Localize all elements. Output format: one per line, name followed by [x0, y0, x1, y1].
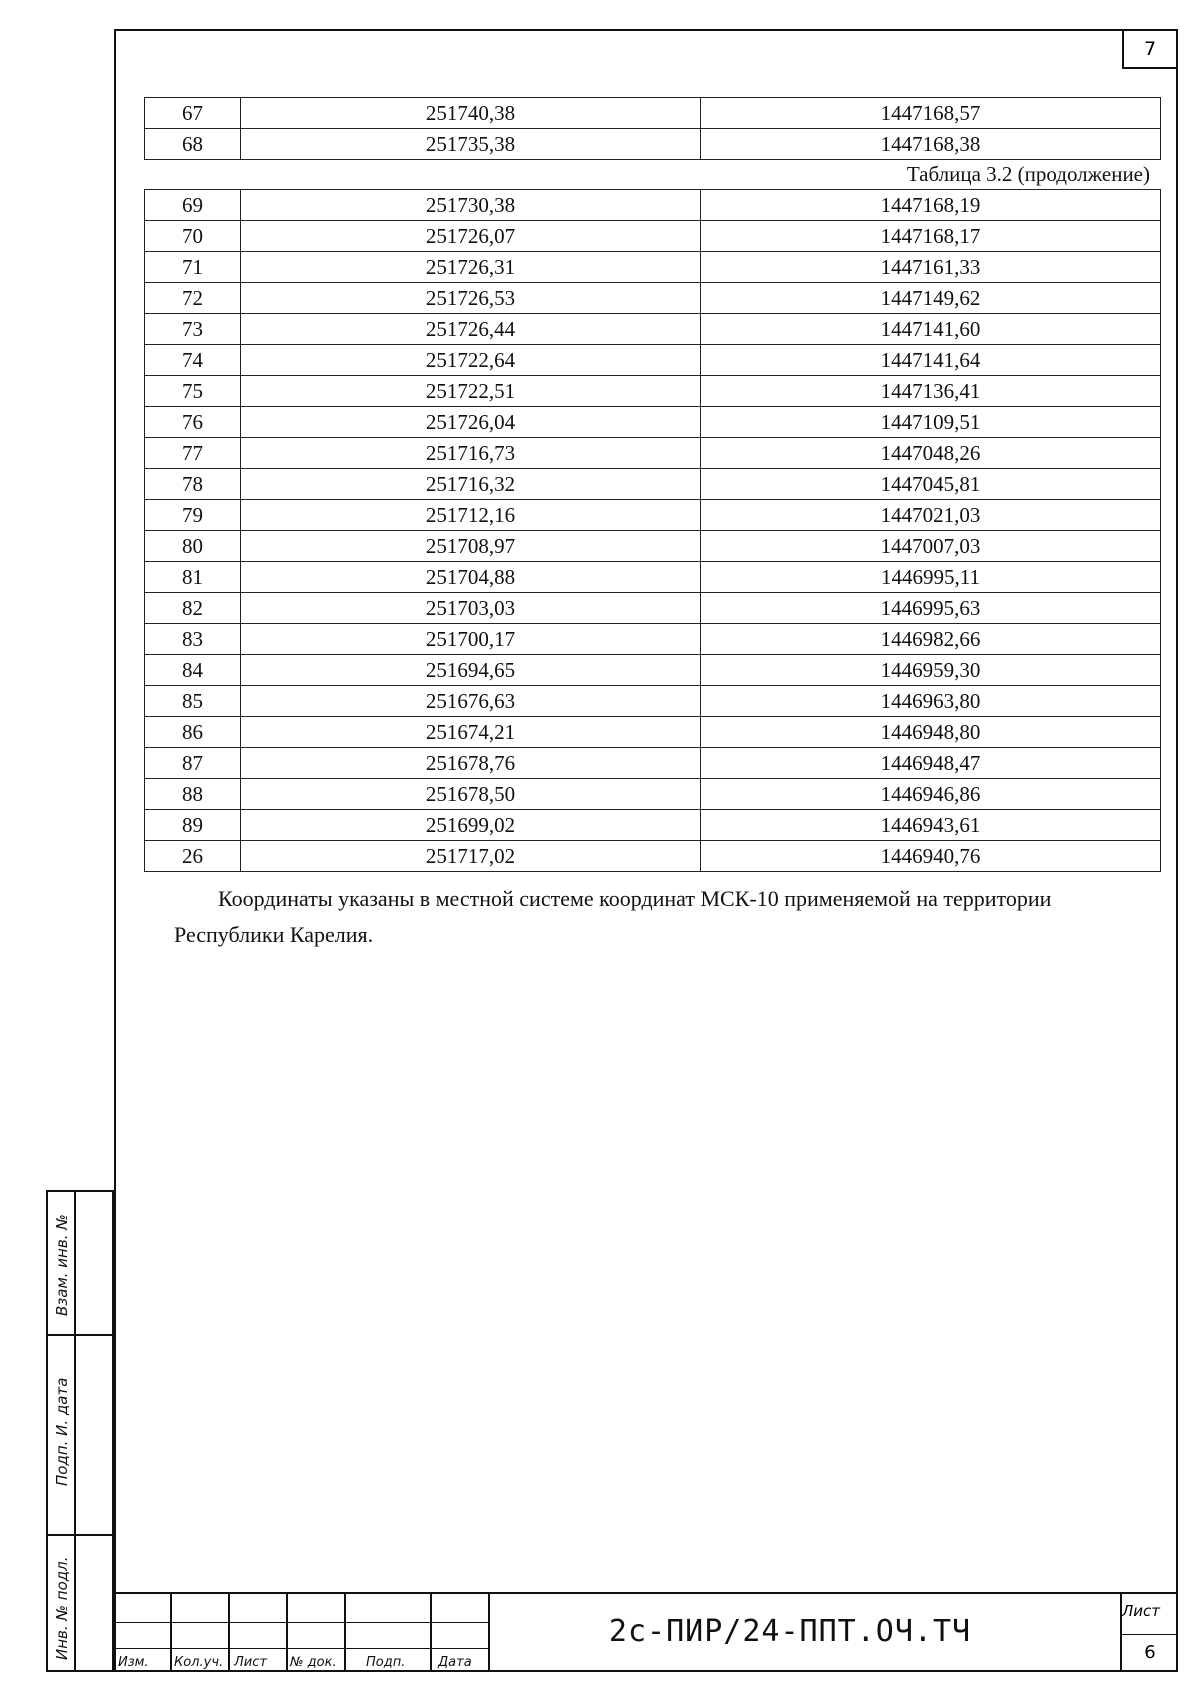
coordinate-y: 1446940,76 [701, 841, 1161, 872]
table-row [145, 314, 1161, 345]
coordinate-y: 1447161,33 [701, 252, 1161, 283]
coordinate-x: 251699,02 [241, 810, 701, 841]
point-number: 85 [145, 686, 241, 717]
coordinate-x: 251694,65 [241, 655, 701, 686]
side-label-inv: Инв. № подл. [53, 1556, 71, 1660]
point-number: 76 [145, 407, 241, 438]
side-block-podp [46, 1334, 114, 1536]
stamp-header-ndok: № док. [290, 1655, 337, 1670]
table-row [145, 593, 1161, 624]
table-row [145, 438, 1161, 469]
coordinate-x: 251708,97 [241, 531, 701, 562]
coordinate-y: 1446995,63 [701, 593, 1161, 624]
coordinate-x: 251678,76 [241, 748, 701, 779]
coordinate-y: 1447141,60 [701, 314, 1161, 345]
point-number: 84 [145, 655, 241, 686]
table-row [145, 376, 1161, 407]
point-number: 89 [145, 810, 241, 841]
coordinate-y: 1447149,62 [701, 283, 1161, 314]
coordinate-x: 251676,63 [241, 686, 701, 717]
point-number: 75 [145, 376, 241, 407]
stamp-header-list: Лист [234, 1655, 267, 1670]
table-row [145, 500, 1161, 531]
table-row [145, 252, 1161, 283]
page-number-top: 7 [1122, 29, 1178, 69]
coordinate-y: 1447109,51 [701, 407, 1161, 438]
coordinate-x: 251716,32 [241, 469, 701, 500]
coordinate-y: 1446948,47 [701, 748, 1161, 779]
stamp-header-podp: Подп. [366, 1655, 406, 1670]
coordinate-x: 251740,38 [241, 98, 701, 129]
point-number: 71 [145, 252, 241, 283]
table-row [145, 283, 1161, 314]
coordinate-x: 251703,03 [241, 593, 701, 624]
stamp-header-izm: Изм. [118, 1655, 149, 1670]
coordinate-x: 251726,44 [241, 314, 701, 345]
point-number: 69 [145, 190, 241, 221]
table-row [145, 655, 1161, 686]
coordinate-x: 251730,38 [241, 190, 701, 221]
title-block [114, 1592, 1178, 1672]
coordinates-table-part1 [144, 97, 1161, 160]
point-number: 80 [145, 531, 241, 562]
coordinate-x: 251717,02 [241, 841, 701, 872]
coordinate-y: 1446995,11 [701, 562, 1161, 593]
coordinate-y: 1447141,64 [701, 345, 1161, 376]
coordinate-x: 251722,51 [241, 376, 701, 407]
coordinate-y: 1446946,86 [701, 779, 1161, 810]
coordinate-y: 1447136,41 [701, 376, 1161, 407]
coordinate-x: 251678,50 [241, 779, 701, 810]
table-row [145, 841, 1161, 872]
table-row [145, 469, 1161, 500]
coordinate-x: 251700,17 [241, 624, 701, 655]
stamp-header-data: Дата [438, 1655, 472, 1670]
table-row [145, 531, 1161, 562]
coordinate-x: 251674,21 [241, 717, 701, 748]
table-caption: Таблица 3.2 (продолжение) [906, 162, 1150, 186]
table-row [145, 129, 1161, 160]
coordinate-x: 251722,64 [241, 345, 701, 376]
coordinate-y: 1447168,19 [701, 190, 1161, 221]
coordinate-x: 251735,38 [241, 129, 701, 160]
point-number: 83 [145, 624, 241, 655]
coordinate-x: 251726,31 [241, 252, 701, 283]
coordinate-y: 1447168,57 [701, 98, 1161, 129]
table-row [145, 98, 1161, 129]
table-row [145, 345, 1161, 376]
coordinate-y: 1447007,03 [701, 531, 1161, 562]
point-number: 72 [145, 283, 241, 314]
table-row [145, 748, 1161, 779]
point-number: 73 [145, 314, 241, 345]
table-row [145, 779, 1161, 810]
coordinate-y: 1446982,66 [701, 624, 1161, 655]
coordinate-y: 1446959,30 [701, 655, 1161, 686]
table-row [145, 190, 1161, 221]
side-label-podp: Подп. И. дата [53, 1377, 71, 1486]
coordinate-y: 1447021,03 [701, 500, 1161, 531]
coordinate-system-note [174, 878, 1144, 920]
coordinate-x: 251726,07 [241, 221, 701, 252]
point-number: 86 [145, 717, 241, 748]
note-line-1: Координаты указаны в местной системе координат МСК-10 применяемой на территории [218, 886, 1052, 911]
coordinate-y: 1447168,38 [701, 129, 1161, 160]
coordinate-y: 1447168,17 [701, 221, 1161, 252]
sheet-number: 6 [1144, 1642, 1156, 1663]
table-row [145, 624, 1161, 655]
coordinate-x: 251704,88 [241, 562, 701, 593]
point-number: 82 [145, 593, 241, 624]
point-number: 88 [145, 779, 241, 810]
table-row [145, 717, 1161, 748]
table-row [145, 562, 1161, 593]
table-row [145, 810, 1161, 841]
point-number: 68 [145, 129, 241, 160]
coordinate-y: 1446948,80 [701, 717, 1161, 748]
sheet-label: Лист [1122, 1602, 1161, 1620]
coordinates-table-part2 [144, 189, 1161, 872]
coordinate-x: 251712,16 [241, 500, 701, 531]
coordinate-y: 1446943,61 [701, 810, 1161, 841]
side-block-vzam [46, 1190, 114, 1336]
point-number: 78 [145, 469, 241, 500]
note-line-2: Республики Карелия. [174, 922, 374, 947]
point-number: 67 [145, 98, 241, 129]
stamp-header-koluch: Кол.уч. [174, 1655, 224, 1670]
document-code: 2с-ПИР/24-ППТ.ОЧ.ТЧ [608, 1614, 972, 1649]
coordinate-y: 1447048,26 [701, 438, 1161, 469]
point-number: 26 [145, 841, 241, 872]
side-label-vzam: Взам. инв. № [53, 1214, 71, 1316]
table-row [145, 221, 1161, 252]
table-row [145, 407, 1161, 438]
coordinate-y: 1447045,81 [701, 469, 1161, 500]
coordinate-y: 1446963,80 [701, 686, 1161, 717]
point-number: 77 [145, 438, 241, 469]
point-number: 70 [145, 221, 241, 252]
point-number: 87 [145, 748, 241, 779]
table-row [145, 686, 1161, 717]
point-number: 74 [145, 345, 241, 376]
point-number: 79 [145, 500, 241, 531]
point-number: 81 [145, 562, 241, 593]
side-block-inv [46, 1534, 114, 1672]
coordinate-x: 251716,73 [241, 438, 701, 469]
coordinate-x: 251726,53 [241, 283, 701, 314]
coordinate-x: 251726,04 [241, 407, 701, 438]
